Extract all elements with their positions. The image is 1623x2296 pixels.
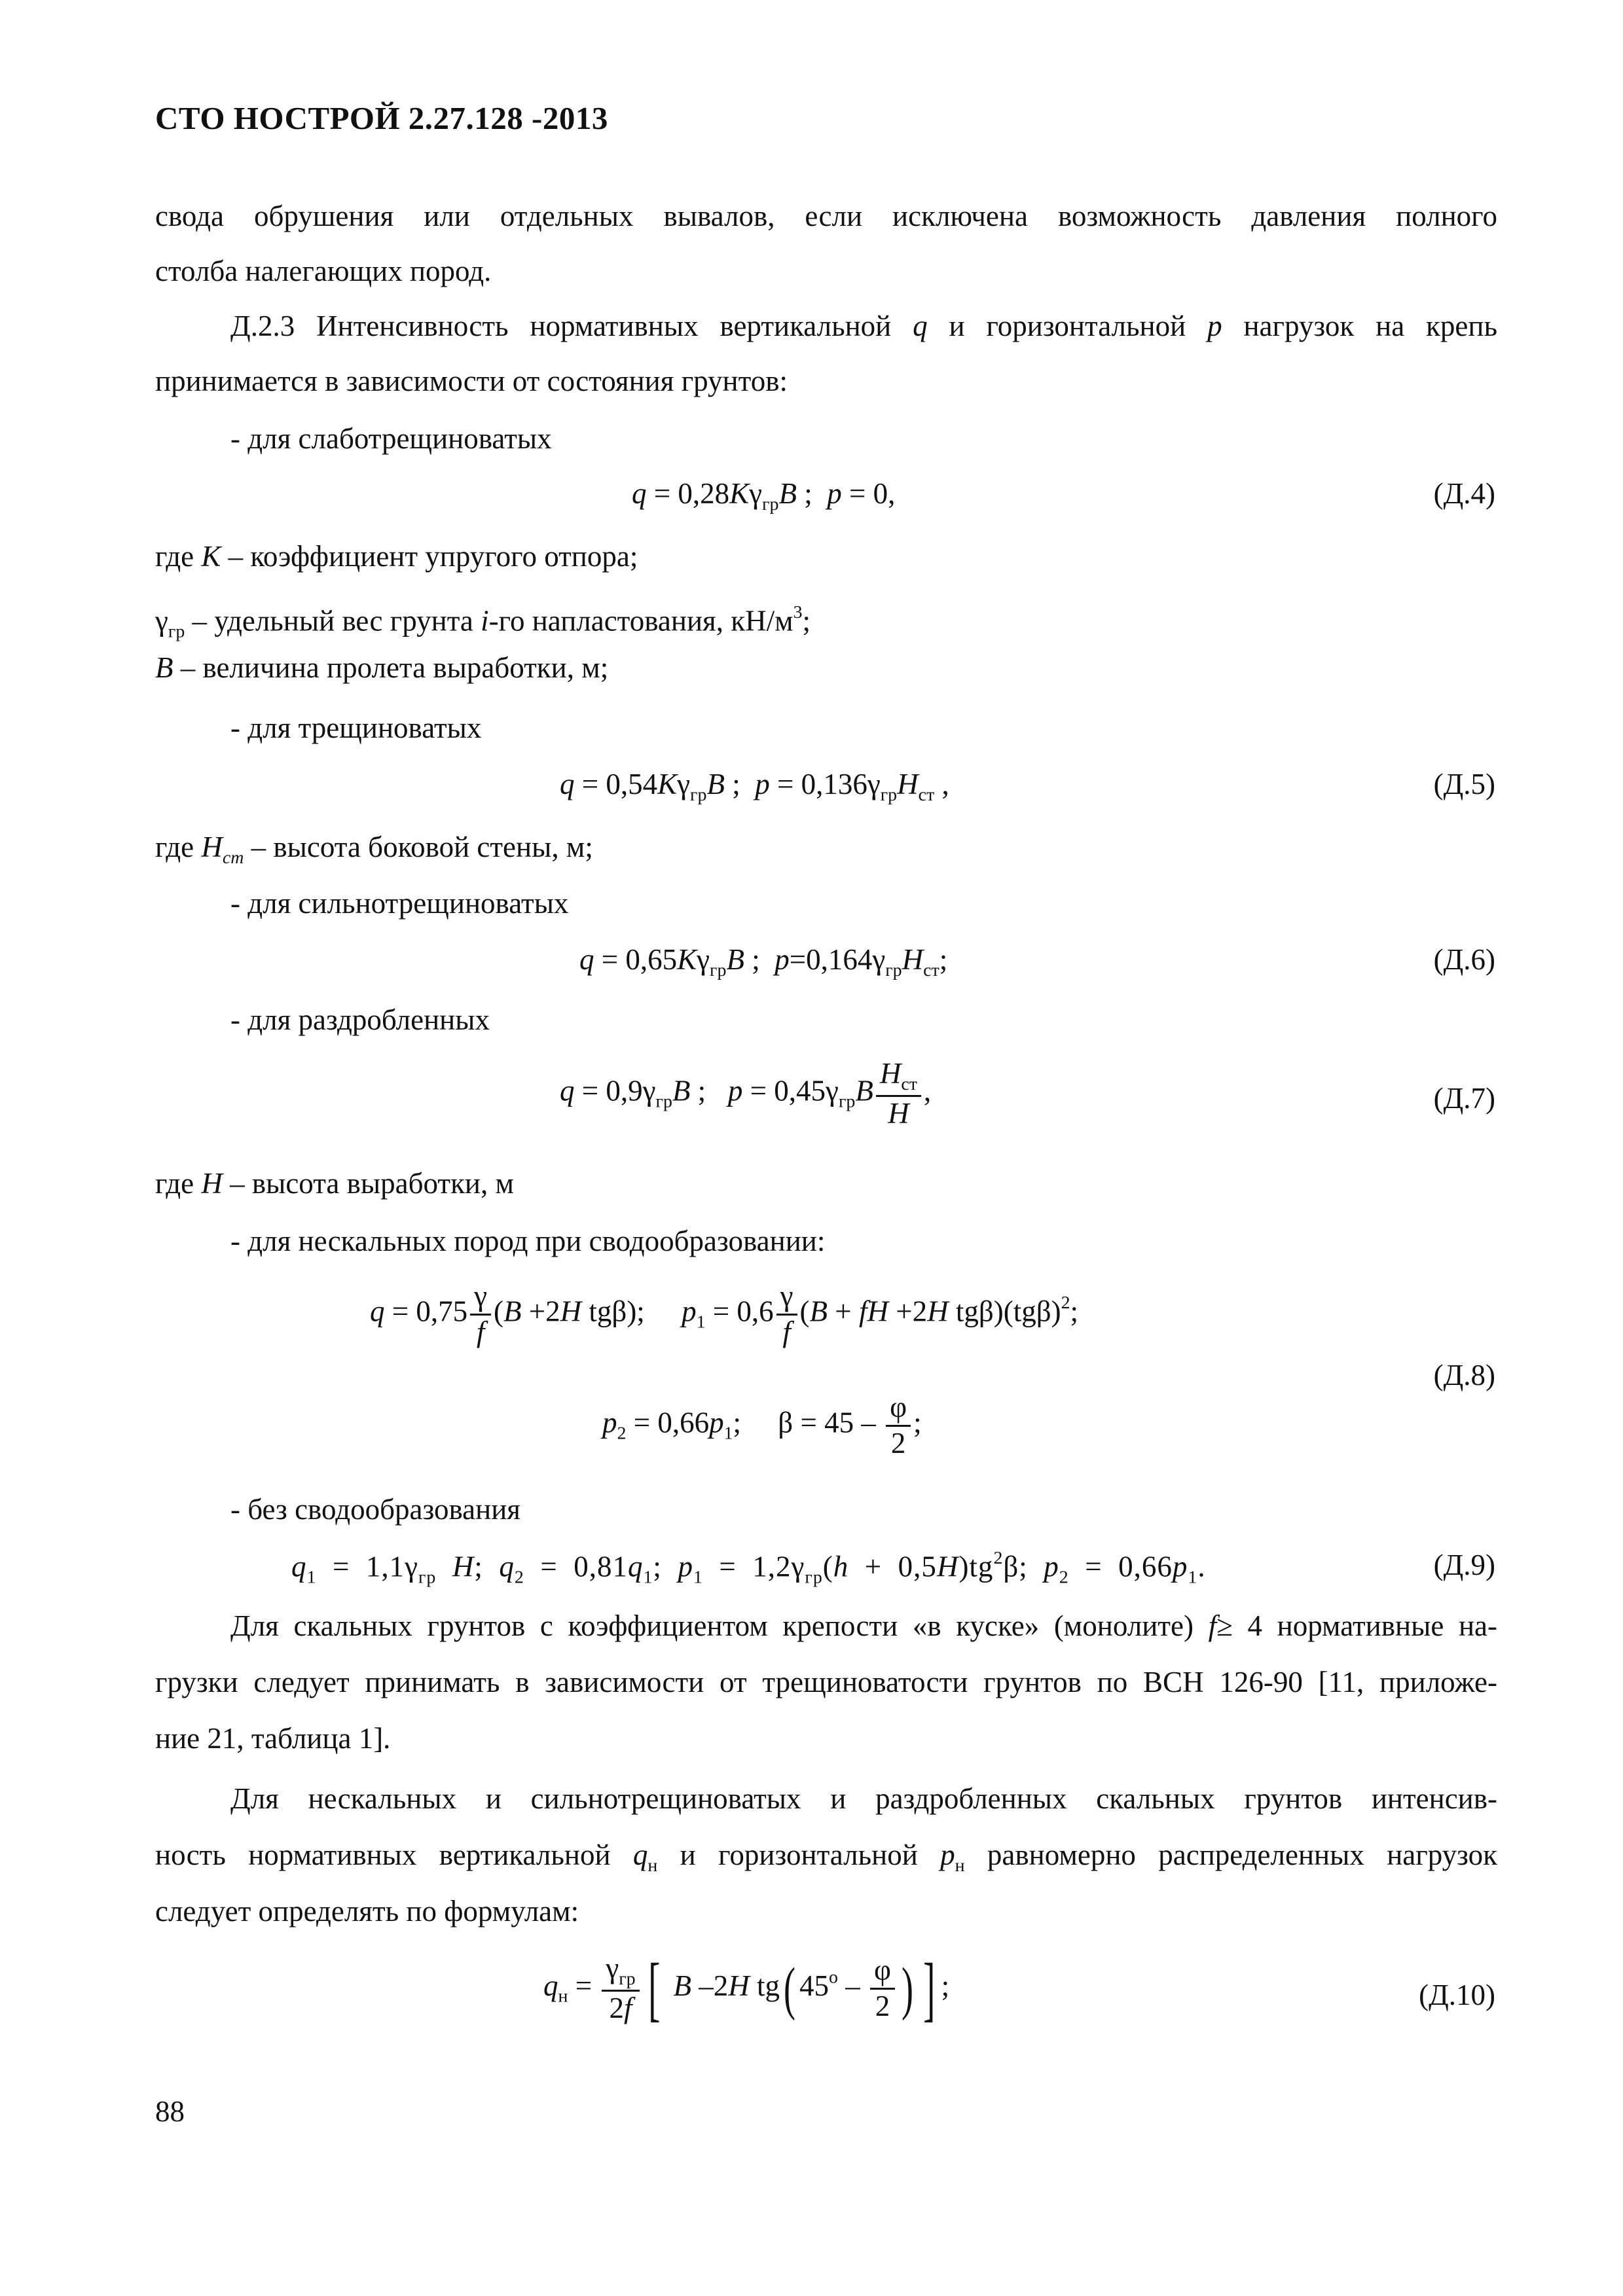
case-label: - без сводообразования xyxy=(230,1493,520,1526)
paragraph-line: Для скальных грунтов с коэффициентом крепости «в куске» (монолите) f≥ 4 нормативные на- xyxy=(230,1609,1497,1642)
definition-line: где $H_{cm}$ – высота боковой стены, м; xyxy=(155,831,593,868)
formula-d5: $q = 0,54K\gamma_{гр}B$ ; $p = 0,136\gamma_{гр}H_{ст}$ , xyxy=(560,768,949,805)
paragraph-line: принимается в зависимости от состояния грунтов: xyxy=(155,365,788,397)
case-label: - для нескальных пород при сводообразовании: xyxy=(230,1225,826,1257)
paragraph-line: ние 21, таблица 1]. xyxy=(155,1722,391,1755)
document-header: СТО НОСТРОЙ 2.27.128 -2013 xyxy=(155,100,608,136)
formula-d7: $q = 0,9\gamma_{гр}B$ ; $p = 0,45\gamma_{гр}B$ $\frac{H_{ст}}{H}$ , xyxy=(560,1057,932,1130)
equation-number: (Д.6) xyxy=(1433,943,1495,976)
definition-line: B – величина пролета выработки, м; xyxy=(155,651,609,684)
paragraph-line: столба налегающих пород. xyxy=(155,255,492,287)
formula-d9: $q_1 = 1,1\gamma_{гр}$ H; $q_2 = 0,81q_1$; $p_1 = 1,2\gamma_{гр}(h + 0,5H)tg^2\beta$; $p_2 = 0,66p_1$. xyxy=(291,1548,1206,1588)
formula-d10: $q_н$ = $\frac{\gamma_{гр}}{2f}$ [ B –2H tg( 45$^o$ – $\frac{\varphi}{2}$ ) ] ; xyxy=(543,1948,950,2028)
formula-d6: $q = 0,65K\gamma_{гр}B$ ; $p=0,164\gamma_{гр}H_{ст}$; xyxy=(579,943,948,980)
paragraph-line: следует определять по формулам: xyxy=(155,1895,579,1928)
equation-number: (Д.10) xyxy=(1419,1979,1495,2011)
case-label: - для сильнотрещиноватых xyxy=(230,887,569,920)
definition-line: $\gamma_{гр}$ – удельный вес грунта i-го напластования, $кН/м^3$; xyxy=(155,602,811,642)
equation-number: (Д.5) xyxy=(1433,768,1495,800)
equation-number: (Д.8) xyxy=(1433,1359,1495,1391)
equation-number: (Д.7) xyxy=(1433,1082,1495,1115)
case-label: - для трещиноватых xyxy=(230,711,482,744)
formula-d8-line1: q = 0,75 $\frac{\gamma}{f}$ (B +2H tgβ); $p_1 = 0,6$ $\frac{\gamma}{f}$ (B + fH +2H $tg\beta)(tg\beta)^2$; xyxy=(370,1280,1079,1348)
equation-number: (Д.4) xyxy=(1433,477,1495,510)
page-number: 88 xyxy=(155,2095,185,2128)
paragraph-line: свода обрушения или отдельных вывалов, если исключена возможность давления полного xyxy=(155,200,1497,232)
paragraph-line: грузки следует принимать в зависимости от трещиноватости грунтов по ВСН 126-90 [11, приложе- xyxy=(155,1666,1497,1698)
paragraph-line: Д.2.3 Интенсивность нормативных вертикальной q и горизонтальной p нагрузок на крепь xyxy=(230,310,1497,342)
equation-number: (Д.9) xyxy=(1433,1549,1495,1581)
formula-d8-line2: $p_2 = 0,66p_1$; β = 45 – $\frac{\varphi}{2}$ ; xyxy=(602,1391,922,1460)
formula-d4: $q = 0,28K\gamma_{гр}B$ ; p = 0, xyxy=(632,477,896,514)
paragraph-line: Для нескальных и сильнотрещиноватых и раздробленных скальных грунтов интенсив- xyxy=(230,1782,1497,1815)
case-label: - для раздробленных xyxy=(230,1003,490,1036)
case-label: - для слаботрещиноватых xyxy=(230,422,552,455)
definition-line: где K – коэффициент упругого отпора; xyxy=(155,540,638,573)
definition-line: где H – высота выработки, м xyxy=(155,1167,514,1200)
paragraph-line: ность нормативных вертикальной $q_н$ и горизонтальной $p_н$ равномерно распределенных нагрузок xyxy=(155,1839,1497,1876)
